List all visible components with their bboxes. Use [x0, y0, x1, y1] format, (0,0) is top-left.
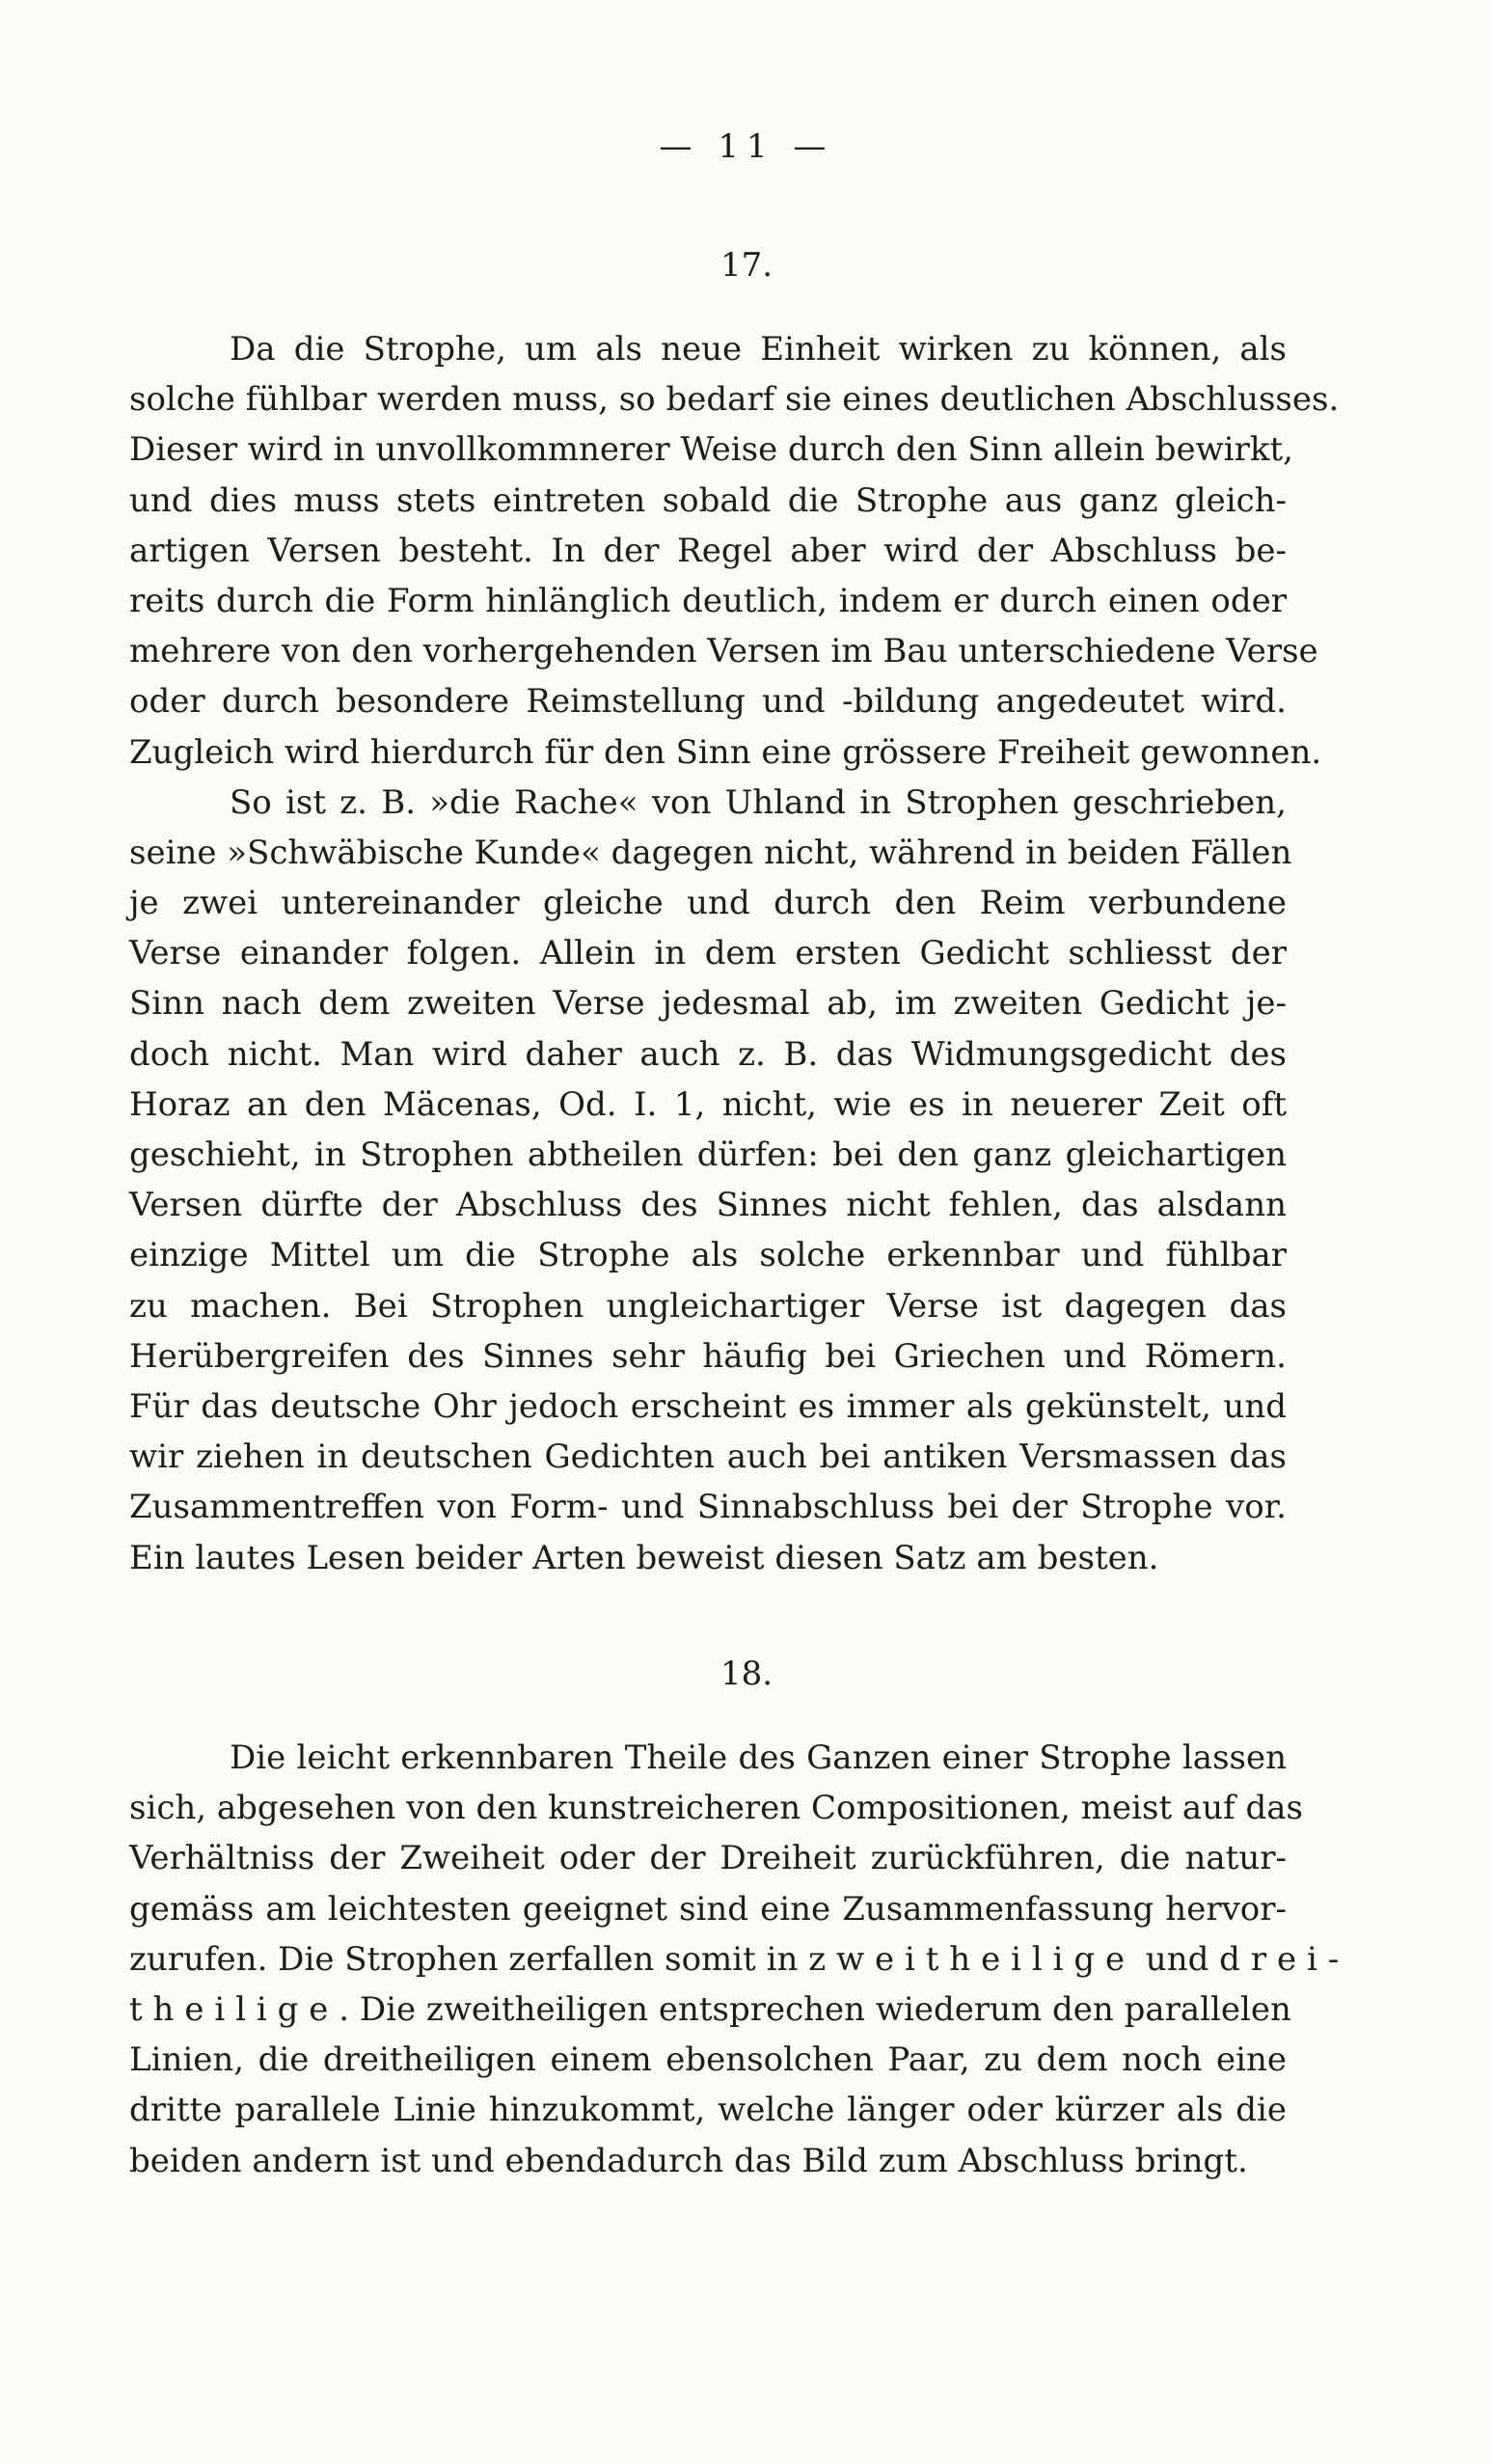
- text-run: . Die zweitheiligen entsprechen wiederum den parallelen: [339, 1989, 1291, 2029]
- text-line: Da die Strophe, um als neue Einheit wirken zu können, als: [230, 330, 1287, 369]
- text-line: beiden andern ist und ebendadurch das Bild zum Abschluss bringt.: [129, 2141, 1248, 2180]
- text-line: mehrere von den vorhergehenden Versen im Bau unterschiedene Verse: [129, 632, 1318, 671]
- text-line: Verse einander folgen. Allein in dem ersten Gedicht schliesst der: [129, 934, 1287, 973]
- text-run: und: [1134, 1939, 1220, 1979]
- text-line: dritte parallele Linie hinzukommt, welche länger oder kürzer als die: [129, 2091, 1287, 2130]
- text-line: Versen dürfte der Abschluss des Sinnes nicht fehlen, das alsdann: [129, 1186, 1287, 1225]
- text-line: Zusammentreffen von Form- und Sinnabschluss bei der Strophe vor.: [129, 1488, 1287, 1527]
- section-number: 18.: [719, 1655, 774, 1693]
- text-line: [129, 1934, 1350, 1985]
- text-line: Verhältniss der Zweiheit oder der Dreiheit zurückführen, die natur-: [129, 1839, 1287, 1878]
- section-17-paragraphs: [129, 324, 1340, 1583]
- text-line: artigen Versen besteht. In der Regel aber wird der Abschluss be-: [129, 531, 1287, 570]
- section-number: 17.: [719, 246, 774, 285]
- text-line: Zugleich wird hierdurch für den Sinn eine grössere Freiheit gewonnen.: [129, 732, 1322, 772]
- text-line: Horaz an den Mäcenas, Od. I. 1, nicht, wie es in neuerer Zeit oft: [129, 1084, 1287, 1124]
- spaced-term: theilige: [129, 1989, 339, 2029]
- text-line: Sinn nach dem zweiten Verse jedesmal ab, im zweiten Gedicht je-: [129, 984, 1287, 1024]
- text-run: zurufen. Die Strophen zerfallen somit in: [129, 1939, 809, 1979]
- text-line: Für das deutsche Ohr jedoch erscheint es immer als gekünstelt, und: [129, 1386, 1287, 1426]
- text-line: zu machen. Bei Strophen ungleichartiger Verse ist dagegen das: [129, 1286, 1287, 1326]
- text-line: Linien, die dreitheiligen einem ebensolchen Paar, zu dem noch eine: [129, 2040, 1287, 2080]
- text-line: So ist z. B. »die Rache« von Uhland in Strophen geschrieben,: [230, 782, 1287, 822]
- text-line: Dieser wird in unvollkommnerer Weise durch den Sinn allein bewirkt,: [129, 430, 1293, 470]
- text-line: geschieht, in Strophen abtheilen dürfen: bei den ganz gleichartigen: [129, 1136, 1287, 1174]
- text-line: Ein lautes Lesen beider Arten beweist diesen Satz am besten.: [129, 1538, 1159, 1577]
- text-line: oder durch besondere Reimstellung und -bildung angedeutet wird.: [129, 682, 1287, 722]
- text-line: je zwei untereinander gleiche und durch den Reim verbundene: [129, 884, 1287, 923]
- text-line: Herübergreifen des Sinnes sehr häufig bei Griechen und Römern.: [129, 1336, 1287, 1376]
- text-line: reits durch die Form hinlänglich deutlich, indem er durch einen oder: [129, 581, 1287, 620]
- text-line: sich, abgesehen von den kunstreicheren Compositionen, meist auf das: [129, 1789, 1303, 1828]
- text-line: einzige Mittel um die Strophe als solche erkennbar und fühlbar: [129, 1236, 1287, 1275]
- text-line: und dies muss stets eintreten sobald die Strophe aus ganz gleich-: [129, 480, 1287, 520]
- spaced-term: drei-: [1219, 1939, 1350, 1979]
- text-line: wir ziehen in deutschen Gedichten auch bei antiken Versmassen das: [129, 1437, 1287, 1477]
- text-line: [129, 1985, 1291, 2035]
- text-line: doch nicht. Man wird daher auch z. B. das Widmungsgedicht des: [129, 1034, 1287, 1074]
- text-line: seine »Schwäbische Kunde« dagegen nicht, während in beiden Fällen: [129, 833, 1292, 872]
- text-line: Die leicht erkennbaren Theile des Ganzen einer Strophe lassen: [230, 1738, 1287, 1777]
- section-18-paragraphs: [129, 1733, 1350, 2186]
- page-number: — 11 —: [659, 127, 834, 166]
- spaced-term: zweitheilige: [808, 1939, 1135, 1979]
- text-line: gemäss am leichtesten geeignet sind eine Zusammenfassung hervor-: [129, 1889, 1287, 1929]
- text-line: solche fühlbar werden muss, so bedarf sie eines deutlichen Abschlusses.: [129, 380, 1340, 420]
